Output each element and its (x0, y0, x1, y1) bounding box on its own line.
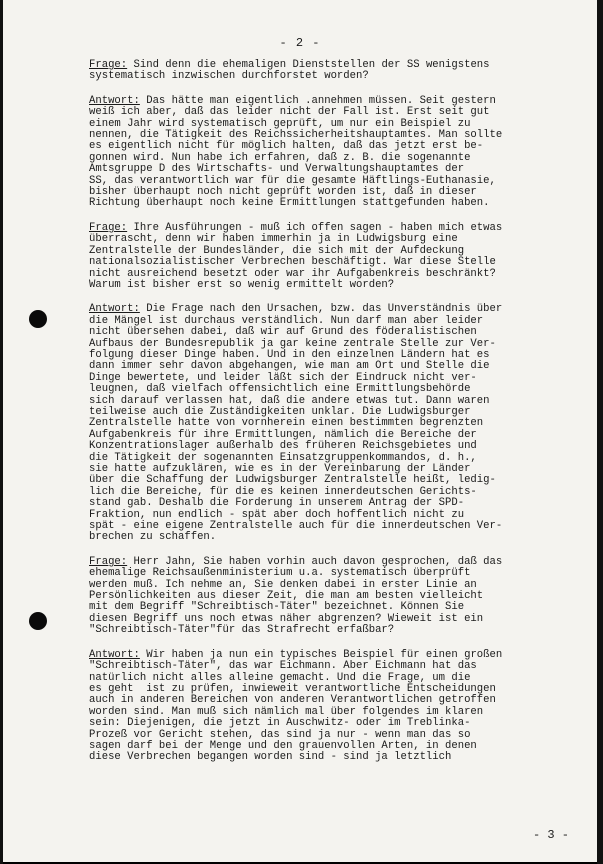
text-line: folgung dieser Dinge haben. Und in den einzelnen Ländern hat es (89, 348, 490, 361)
text-line: ehemalige Reichsaußenministerium u.a. systematisch überprüft (89, 567, 471, 580)
first-line-text: Die Frage nach den Ursachen, bzw. das Unverständnis über (139, 303, 503, 316)
text-line: Zentralstelle der Bundesländer, die sich mit der Aufdeckung (89, 244, 465, 257)
text-line: nationalsozialistischer Verbrechen beschäftigt. War diese Stelle (89, 256, 496, 269)
speaker-label: Antwort: (89, 303, 140, 316)
text-line: leugnen, daß vielfach offensichtlich eine Ermittlungsbehörde (89, 383, 471, 396)
text-line: Fraktion, nun endlich - spät aber doch hoffentlich nicht zu (89, 508, 465, 521)
text-line: brechen zu schaffen. (89, 531, 217, 544)
text-line: nicht übersehen dabei, daß wir auf Grund des föderalistischen (89, 326, 477, 339)
document-page (3, 0, 597, 862)
first-line-text: Sind denn die ehemaligen Dienststellen der SS wenigstens (127, 59, 490, 71)
text-line: es geht ist zu prüfen, inwieweit verantwortliche Entscheidungen (89, 682, 496, 695)
text-line: Prozeß vor Gericht stehen, das sind ja nur - wenn man das so (89, 728, 471, 741)
text-line: Richtung überhaupt noch keine Ermittlungen stattgefunden haben. (89, 197, 490, 210)
question-paragraph (89, 60, 589, 83)
text-line: Konzentrationslager außerhalb des früheren Reichsgebietes und (89, 440, 477, 453)
text-line: systematisch inzwischen durchforstet worden? (89, 70, 369, 83)
text-line: bisher überhaupt noch nicht geprüft worden ist, daß in dieser (89, 186, 477, 199)
scan-border-right (597, 0, 603, 864)
text-line: "Schreibtisch-Täter", das war Eichmann. Aber Eichmann hat das (89, 660, 477, 673)
text-line: über die Schaffung der Ludwigsburger Zentralstelle heißt, ledig- (89, 474, 496, 487)
text-line: einem Jahr wird systematisch geprüft, um nur ein Beispiel zu (89, 117, 471, 130)
text-line: teilweise auch die Zuständigkeiten unklar. Die Ludwigsburger (89, 405, 471, 418)
text-line: sich darauf verlassen hat, daß die andere etwas tut. Dann waren (89, 394, 490, 407)
text-line: die Tätigkeit der sogenannten Einsatzgruppenkommandos, d. h., (89, 451, 477, 464)
text-line: werden muß. Ich nehme an, Sie denken dabei in erster Linie an (89, 578, 477, 591)
speaker-label: Frage: (89, 59, 128, 71)
first-line-text: Das hätte man eigentlich .annehmen müssen. Seit gestern (139, 94, 496, 107)
text-line: Warum ist bisher erst so wenig ermittelt worden? (89, 278, 395, 291)
text-line: diesen Begriff uns noch etwas näher abgrenzen? Wieweit ist ein (89, 612, 484, 625)
text-line: die Mängel ist durchaus verständlich. Nun darf man aber leider (89, 314, 484, 327)
speaker-label: Antwort: (89, 648, 140, 661)
text-line: nennen, die Tätigkeit des Reichssicherheitshauptamtes. Man sollte (89, 129, 503, 142)
text-line: Zentralstelle hatte von vornherein einen bestimmten begrenzten (89, 417, 484, 430)
text-line: worden sind. Man muß sich nämlich mal über folgendes im klaren (89, 705, 484, 718)
answer-paragraph (89, 650, 589, 764)
speaker-label: Frage: (89, 555, 128, 568)
interview-text (89, 60, 589, 777)
next-page-marker: - 3 - (532, 828, 569, 842)
text-line: überrascht, denn wir haben immerhin ja in Ludwigsburg eine (89, 233, 458, 246)
text-line: mit dem Begriff "Schreibtisch-Täter" bezeichnet. Können Sie (89, 601, 465, 614)
question-paragraph (89, 223, 589, 291)
text-line: stand gab. Deshalb die Forderung in unserem Antrag der SPD- (89, 497, 465, 510)
text-line: sagen darf bei der Menge und den grauenvollen Arten, in denen (89, 739, 477, 752)
text-line: nicht ausreichend besetzt oder war ihr Aufgabenkreis beschränkt? (89, 267, 496, 280)
text-line: spät - eine eigene Zentralstelle auch für die innerdeutschen Ver- (89, 520, 503, 533)
text-line: es eigentlich nicht für möglich halten, daß das jetzt erst be- (89, 140, 484, 153)
punch-hole-top (29, 310, 47, 328)
answer-paragraph (89, 96, 589, 210)
text-line: SS, das verantwortlich war für die gesamte Häftlings-Euthanasie, (89, 174, 496, 187)
text-line: gonnen wird. Nun habe ich erfahren, daß z. B. die sogenannte (89, 151, 471, 164)
text-line: natürlich nicht alles alleine gemacht. Und die Frage, um die (89, 671, 471, 684)
text-line: weiß ich aber, daß das leider nicht der Fall ist. Erst seit gut (89, 106, 490, 119)
text-line: diese Verbrechen begangen worden sind - sind ja letztlich (89, 751, 452, 764)
page-number: - 2 - (279, 36, 321, 50)
answer-paragraph (89, 304, 589, 544)
text-line: lich die Bereiche, für die es keinen innerdeutschen Gerichts- (89, 485, 477, 498)
text-line: dann immer sehr davon abgehangen, wie man am Ort und Stelle die (89, 360, 490, 373)
text-line: Aufbaus der Bundesrepublik ja gar keine zentrale Stelle zur Ver- (89, 337, 496, 350)
first-line-text: Wir haben ja nun ein typisches Beispiel für einen großen (139, 648, 503, 661)
first-line-text: Ihre Ausführungen - muß ich offen sagen - haben mich etwas (127, 221, 503, 234)
text-line: Dinge bewertete, und leider läßt sich der Eindruck nicht ver- (89, 371, 477, 384)
text-line: Aufgabenkreis für ihre Ermittlungen, nämlich die Bereiche der (89, 428, 477, 441)
punch-hole-bottom (29, 612, 47, 630)
question-paragraph (89, 557, 589, 637)
text-line: sein: Diejenigen, die jetzt in Auschwitz- oder im Treblinka- (89, 717, 471, 730)
text-line: "Schreibtisch-Täter"für das Strafrecht erfaßbar? (89, 624, 395, 637)
speaker-label: Antwort: (89, 94, 140, 107)
text-line: Amtsgruppe D des Wirtschafts- und Verwaltungshauptamtes der (89, 163, 465, 176)
text-line: sie hatte aufzuklären, wie es in der Vereinbarung der Länder (89, 463, 471, 475)
first-line-text: Herr Jahn, Sie haben vorhin auch davon gesprochen, daß das (127, 555, 503, 568)
text-line: Persönlichkeiten aus dieser Zeit, die man am besten vielleicht (89, 590, 484, 603)
text-line: auch in anderen Bereichen von anderen Verantwortlichen getroffen (89, 694, 496, 707)
speaker-label: Frage: (89, 221, 128, 234)
paragraph-first-line (89, 304, 589, 315)
